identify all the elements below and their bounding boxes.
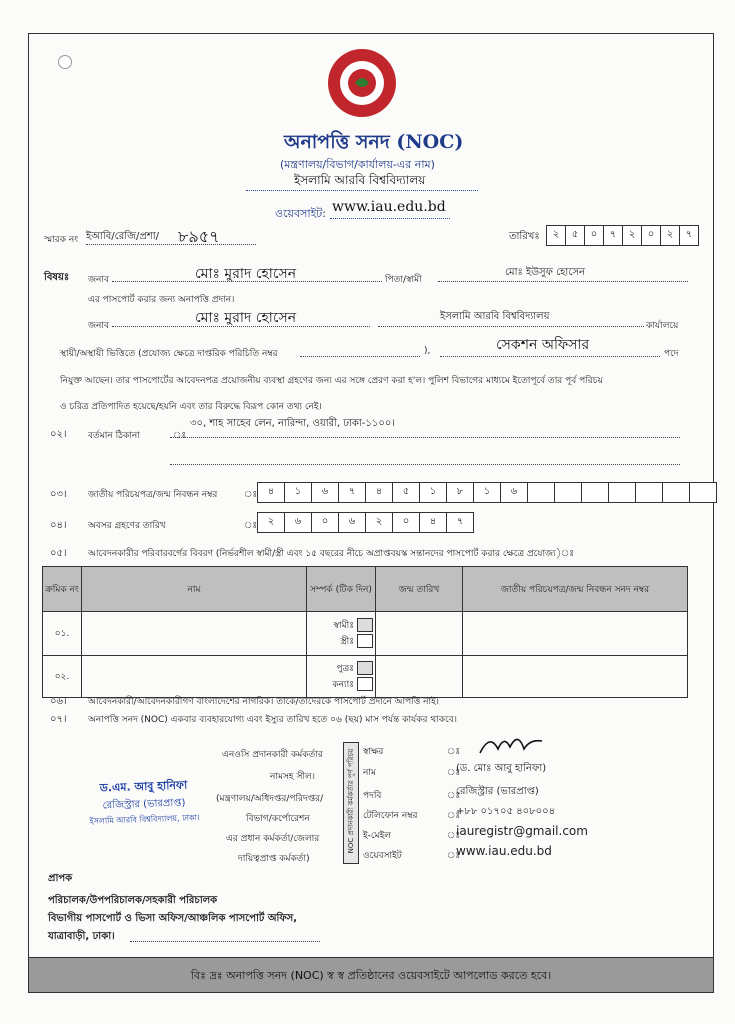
relation-label-son: পুত্রঃ: [336, 663, 354, 674]
date-label: তারিখঃ: [509, 231, 540, 242]
issuer-field-colon: ঃ: [447, 791, 461, 801]
issuer-field-colon: ঃ: [447, 831, 461, 841]
retirement-digit-box: ০: [392, 512, 420, 533]
nid-digit-box: ৬: [500, 482, 528, 503]
body-para-2: ও চরিত্র প্রতিপাদিত হয়েছে/হয়নি এবং তার বিরুদ্ধে বিরূপ কোন তথ্য নেই।: [60, 402, 322, 412]
item-07-text: অনাপত্তি সনদ (NOC) একবার ব্যবহারযোগ্য এবং ইস্যুর তারিখ হতে ০৬ (ছয়) মাস পর্যন্ত কার্যকর থাকবে।: [88, 715, 457, 725]
nid-digit-box: ১: [284, 482, 312, 503]
date-digit-box: ২: [660, 225, 680, 246]
issuer-field-value: +৮৮ ০১৭০৫ ৪০৮০০৪: [456, 806, 556, 817]
issuer-field-colon: ঃ: [447, 768, 461, 778]
designation-underline: [440, 356, 660, 357]
issuer-line-5: এর প্রধান কর্মকর্তা/জেলার: [226, 834, 320, 844]
retirement-date-boxes: [258, 512, 474, 533]
nid-digit-box: [635, 482, 663, 503]
retirement-digit-box: ৬: [284, 512, 312, 533]
stamp-line-1: ড.এম. আবু হানিফা: [99, 778, 188, 795]
nid-digit-box: ১: [473, 482, 501, 503]
nid-digit-box: ৫: [392, 482, 420, 503]
header-dob: জন্ম তারিখ: [376, 567, 463, 612]
nid-digit-box: ৪: [365, 482, 393, 503]
nid-digit-box: ৭: [338, 482, 366, 503]
issuer-line-4: বিভাগ/কর্পোরেশন: [246, 814, 310, 824]
item-03-label: জাতীয় পরিচয়পত্র/জন্ম নিবন্ধন নম্বর: [88, 490, 218, 500]
issuer-field-colon: ঃ: [447, 747, 461, 757]
issuer-line-1: এনওসি প্রদানকারী কর্মকর্তার: [222, 750, 323, 760]
status-text: স্থায়ী/অস্থায়ী ভিত্তিতে (প্রযোজ্য ক্ষেত্রে দাপ্তরিক পরিচিতি নম্বর: [60, 349, 278, 359]
official-stamp: [83, 776, 205, 828]
footer-note: বিঃ দ্রঃ অনাপত্তি সনদ (NOC) স্ব স্ব প্রতিষ্ঠানের ওয়েবসাইটে আপলোড করতে হবে।: [190, 969, 552, 982]
nid-digit-box: [554, 482, 582, 503]
document-title: অনাপত্তি সনদ (NOC): [284, 131, 464, 153]
table-row: [43, 612, 688, 656]
father-label: পিতা/স্বামী: [385, 275, 422, 285]
retirement-digit-box: ৬: [338, 512, 366, 533]
item-06-text: আবেদনকারী/আবেদনকারীগণ বাংলাদেশের নাগরিক। তাকে/তাদেরকে পাসপোর্ট প্রদানে আপত্তি নাই।: [88, 697, 440, 707]
issuer-field-label: টেলিফোন নম্বর: [363, 811, 418, 821]
subject-name-underline: [112, 281, 382, 282]
item-04-colon: ঃ: [244, 521, 258, 531]
website-label: ওয়েবসাইট:: [275, 207, 326, 220]
issuer-field-label: নাম: [363, 768, 376, 778]
website-underline: [330, 218, 450, 219]
item-06-number: ০৬।: [50, 696, 67, 707]
memo-number: ৮৯৫৭: [178, 227, 220, 246]
subject-purpose: এর পাসপোর্ট করার জন্য অনাপত্তি প্রদান।: [88, 295, 235, 305]
body-para-1: নিযুক্ত আছেন। তার পাসপোর্টের আবেদনপত্র প্রয়োজনীয় ব্যবস্থা গ্রহণের জন্য এর সঙ্গে প্রেরণ করা হ'ল। পুলিশ বিভাগের মাধ্যমে ইতোপূর্বে তার পূর্ব পরিচয়: [60, 376, 603, 386]
footer-note-bar: [29, 957, 713, 992]
father-underline: [438, 281, 688, 282]
stamp-line-3: ইসলামি আরবি বিশ্ববিদ্যালয়, ঢাকা।: [89, 813, 200, 826]
item-05-text: আবেদনকারীর পরিবারবর্গের বিবরণ (নির্ভরশীল স্বামী/স্ত্রী এবং ১৫ বছরের নীচে অপ্রাপ্তবয়স্ক সন্তানদের পাসপোর্ট করার ক্ষেত্রে প্রযোজ্য)ঃ: [88, 549, 575, 559]
institution-underline: [246, 190, 478, 191]
item-04-label: অবসর গ্রহণের তারিখ: [88, 521, 166, 531]
recipient-line-1: পরিচালক/উপপরিচালক/সহকারী পরিচালক: [48, 895, 218, 906]
row-name[interactable]: [82, 612, 307, 656]
item-03-colon: ঃ: [244, 490, 258, 500]
stamp-line-2: রেজিস্ট্রার (ভারপ্রাপ্ত): [102, 797, 186, 812]
date-digit-box: ০: [584, 225, 604, 246]
issuer-field-value: iauregistr@gmail.com: [456, 824, 588, 838]
header-nid: জাতীয় পরিচয়পত্র/জন্ম নিবন্ধন সনদ নম্বর: [463, 567, 688, 612]
date-digit-box: ৭: [679, 225, 699, 246]
row-serial: ০১.: [43, 612, 82, 656]
recipient-label: প্রাপক: [48, 873, 73, 884]
nid-digit-box: [662, 482, 690, 503]
date-digit-box: ৭: [603, 225, 623, 246]
retirement-digit-box: ০: [311, 512, 339, 533]
address-value: ৩০, শাহ সাহেব লেন, নারিন্দা, ওয়ারী, ঢাকা-১১০০।: [190, 418, 395, 429]
issuer-field-value: www.iau.edu.bd: [456, 844, 552, 858]
recipient-line-3: যাত্রাবাড়ী, ঢাকা।: [48, 931, 115, 942]
checkbox-daughter[interactable]: [357, 677, 373, 691]
signature-icon: [476, 729, 546, 759]
address-underline-1: [170, 437, 680, 438]
row-dob[interactable]: [376, 612, 463, 656]
header-serial: ক্রমিক নং: [43, 567, 82, 612]
issuer-field-value: রেজিস্ট্রার (ভারপ্রাপ্ত): [456, 786, 539, 797]
family-table-header: [43, 567, 688, 612]
nid-digit-box: ১: [419, 482, 447, 503]
row-dob[interactable]: [376, 656, 463, 698]
recipient-underline: [130, 941, 320, 942]
item-04-number: ০৪।: [50, 520, 67, 531]
relation-label-daughter: কন্যাঃ: [332, 679, 354, 690]
header-name: নাম: [82, 567, 307, 612]
issuer-field-label: ই-মেইল: [363, 831, 391, 841]
date-digit-box: ০: [641, 225, 661, 246]
nid-digit-box: [527, 482, 555, 503]
memo-underline: [86, 244, 256, 245]
issuer-field-value: (ড. মোঃ আবু হানিফা): [456, 763, 547, 774]
body-name-underline: [112, 326, 370, 327]
body-office: ইসলামি আরবি বিশ্ববিদ্যালয়: [440, 311, 550, 322]
ministry-placeholder: (মন্ত্রণালয়/বিভাগ/কার্যালয়-এর নাম): [280, 158, 435, 171]
designation-suffix: পদে: [664, 349, 679, 359]
item-05-number: ০৫।: [50, 548, 67, 559]
header-relation: সম্পর্ক (টিক দিন): [307, 567, 376, 612]
row-serial: ০২.: [43, 656, 82, 698]
relation-label-wife: স্ত্রীঃ: [340, 636, 354, 647]
issuer-field-label: পদবি: [363, 791, 382, 801]
relation-label-husband: স্বামীঃ: [333, 620, 354, 631]
status-close: ),: [424, 346, 431, 356]
item-02-colon: ঃ: [173, 431, 187, 441]
item-07-number: ০৭।: [50, 714, 67, 725]
issuer-field-colon: ঃ: [447, 851, 461, 861]
relation-cell: [307, 656, 376, 698]
nid-digit-box: [581, 482, 609, 503]
nid-digit-box: [689, 482, 717, 503]
checkbox-wife[interactable]: [357, 634, 373, 648]
checkbox-son[interactable]: [357, 661, 373, 675]
item-02-number: ০২।: [50, 429, 67, 440]
checkbox-husband[interactable]: [357, 618, 373, 632]
status-underline: [300, 356, 420, 357]
memo-label: স্মারক নং: [44, 235, 79, 245]
memo-prefix: ইআবি/রেজি/প্রশা/: [86, 231, 160, 242]
nid-digit-box: ৮: [446, 482, 474, 503]
date-digit-box: ২: [546, 225, 566, 246]
retirement-digit-box: ২: [365, 512, 393, 533]
issuer-field-colon: ঃ: [447, 811, 461, 821]
row-nid[interactable]: [463, 612, 688, 656]
retirement-digit-box: ২: [257, 512, 285, 533]
row-name[interactable]: [82, 656, 307, 698]
issuer-field-label: স্বাক্ষর: [363, 747, 384, 757]
row-nid[interactable]: [463, 656, 688, 698]
nid-digit-box: [608, 482, 636, 503]
date-digit-box: ৫: [565, 225, 585, 246]
issuer-line-2: নামসহ সীল।: [270, 772, 315, 782]
date-boxes: [547, 225, 699, 246]
government-seal-icon: [326, 47, 398, 119]
retirement-digit-box: ৭: [446, 512, 474, 533]
recipient-line-2: বিভাগীয় পাসপোর্ট ও ভিসা অফিস/আঞ্চলিক পাসপোর্ট অফিস,: [48, 913, 298, 924]
body-office-underline: [378, 326, 644, 327]
body-name: মোঃ মুরাদ হোসেন: [195, 310, 297, 326]
relation-cell: [307, 612, 376, 656]
table-row: [43, 656, 688, 698]
family-table: [42, 566, 688, 698]
date-digit-box: ২: [622, 225, 642, 246]
item-03-number: ০৩।: [50, 489, 67, 500]
address-underline-2: [170, 464, 680, 465]
issuer-line-3: (মন্ত্রণালয়/অধিদপ্তর/পরিদপ্তর/: [216, 794, 324, 804]
strip-text: NOC প্রদানকারী কর্মকর্তার পূর্ণ পরিচয়: [347, 748, 355, 854]
issuer-field-label: ওয়েবসাইট: [363, 851, 402, 861]
nid-digit-box: ৬: [311, 482, 339, 503]
punch-hole: [58, 55, 72, 69]
issuer-line-6: দায়িত্বপ্রাপ্ত কর্মকর্তা): [238, 854, 310, 864]
item-02-label: বর্তমান ঠিকানা: [88, 431, 140, 441]
website-value: www.iau.edu.bd: [332, 199, 446, 215]
father-name: মোঃ ইউসুফ হোসেন: [505, 267, 585, 278]
subject-label: বিষয়ঃ: [44, 272, 70, 283]
issuer-identity-strip: [343, 742, 359, 864]
body-janab: জনাব: [88, 321, 110, 331]
institution-name: ইসলামি আরবি বিশ্ববিদ্যালয়: [294, 173, 426, 187]
subject-name: মোঃ মুরাদ হোসেন: [195, 266, 297, 282]
office-suffix: কার্যালয়ে: [646, 321, 679, 331]
retirement-digit-box: ৪: [419, 512, 447, 533]
nid-boxes: [258, 482, 717, 503]
nid-digit-box: ৪: [257, 482, 285, 503]
subject-janab: জনাব: [88, 275, 110, 285]
designation: সেকশন অফিসার: [496, 337, 590, 353]
